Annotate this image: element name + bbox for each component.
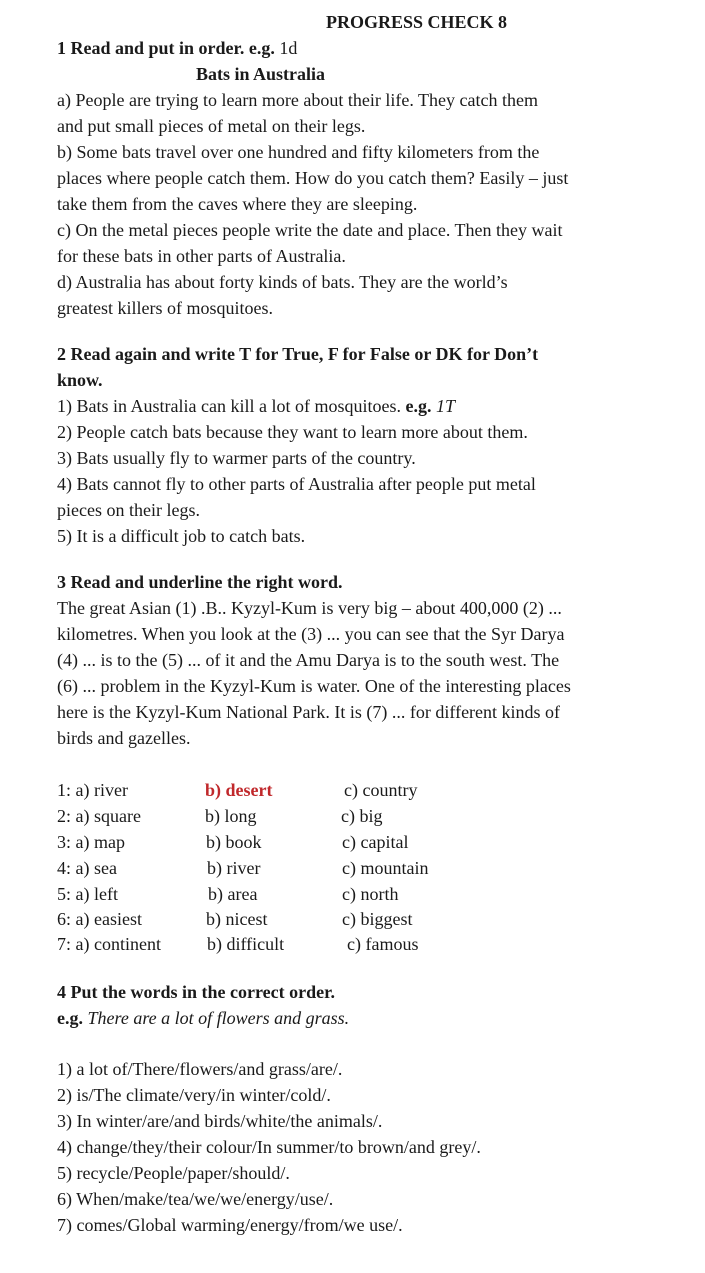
section4-item: 2) is/The climate/very/in winter/cold/.: [57, 1085, 331, 1105]
option-a: 7: a) continent: [57, 934, 161, 954]
option-c: c) big: [341, 806, 383, 826]
option-a: 3: a) map: [57, 832, 125, 852]
section4-item: 1) a lot of/There/flowers/and grass/are/.: [57, 1059, 343, 1079]
option-b: b) long: [205, 806, 257, 826]
option-c: c) famous: [347, 934, 419, 954]
section2-item: 3) Bats usually fly to warmer parts of the country.: [57, 448, 416, 468]
section1-line: a) People are trying to learn more about their life. They catch them: [57, 90, 538, 110]
section2-item: 5) It is a difficult job to catch bats.: [57, 526, 306, 546]
section2-item: 2) People catch bats because they want to learn more about them.: [57, 422, 528, 442]
section4-item: 5) recycle/People/paper/should/.: [57, 1163, 290, 1183]
option-c: c) country: [344, 780, 418, 800]
option-a: 1: a) river: [57, 780, 128, 800]
section4-example-text: There are a lot of flowers and grass.: [83, 1008, 350, 1028]
section1-line: for these bats in other parts of Australia.: [57, 246, 346, 266]
section1-heading: [57, 37, 297, 59]
section1-line: c) On the metal pieces people write the date and place. Then they wait: [57, 220, 563, 240]
option-b: b) book: [206, 832, 262, 852]
option-a: 2: a) square: [57, 806, 141, 826]
section4-example: [57, 1007, 349, 1029]
section2-item1-answer: 1T: [431, 396, 455, 416]
section2-item1-text: 1) Bats in Australia can kill a lot of mosquitoes.: [57, 396, 406, 416]
section2-item: pieces on their legs.: [57, 500, 200, 520]
option-b: b) nicest: [206, 909, 268, 929]
section3-text-line: kilometres. When you look at the (3) ... you can see that the Syr Darya: [57, 624, 565, 644]
option-b: b) difficult: [207, 934, 285, 954]
option-c: c) mountain: [342, 858, 429, 878]
section4-item: 4) change/they/their colour/In summer/to brown/and grey/.: [57, 1137, 481, 1157]
section1-line: places where people catch them. How do you catch them? Easily – just: [57, 168, 569, 188]
option-c: c) north: [342, 884, 399, 904]
section1-line: b) Some bats travel over one hundred and fifty kilometers from the: [57, 142, 540, 162]
section4-item: 3) In winter/are/and birds/white/the animals/.: [57, 1111, 383, 1131]
section1-example: 1d: [274, 38, 298, 58]
section3-text-line: (6) ... problem in the Kyzyl-Kum is water. One of the interesting places: [57, 676, 571, 696]
section1-line: take them from the caves where they are sleeping.: [57, 194, 418, 214]
section1-line: and put small pieces of metal on their legs.: [57, 116, 366, 136]
section3-text-line: The great Asian (1) .B.. Kyzyl-Kum is very big – about 400,000 (2) ...: [57, 598, 562, 618]
option-a: 5: a) left: [57, 884, 118, 904]
section2-item: [57, 395, 455, 417]
option-c: c) capital: [342, 832, 409, 852]
section1-heading-text: 1 Read and put in order. e.g.: [57, 38, 275, 58]
option-a: 6: a) easiest: [57, 909, 142, 929]
section4-example-label: e.g.: [57, 1008, 83, 1028]
option-c: c) biggest: [342, 909, 413, 929]
page-title: PROGRESS CHECK 8: [326, 12, 508, 32]
section4-item: 6) When/make/tea/we/we/energy/use/.: [57, 1189, 334, 1209]
section3-text-line: birds and gazelles.: [57, 728, 191, 748]
option-b: b) area: [208, 884, 258, 904]
option-b: b) river: [207, 858, 261, 878]
section2-item: 4) Bats cannot fly to other parts of Australia after people put metal: [57, 474, 536, 494]
section4-heading: 4 Put the words in the correct order.: [57, 982, 335, 1002]
section2-heading-cont: know.: [57, 370, 103, 390]
section2-item1-eg: e.g.: [405, 396, 432, 416]
option-a: 4: a) sea: [57, 858, 117, 878]
section3-text-line: here is the Kyzyl-Kum National Park. It is (7) ... for different kinds of: [57, 702, 561, 722]
section1-line: greatest killers of mosquitoes.: [57, 298, 273, 318]
section1-line: d) Australia has about forty kinds of bats. They are the world’s: [57, 272, 508, 292]
option-b-selected: b) desert: [205, 780, 273, 800]
section3-text-line: (4) ... is to the (5) ... of it and the Amu Darya is to the south west. The: [57, 650, 560, 670]
section3-heading: 3 Read and underline the right word.: [57, 572, 343, 592]
section2-heading: 2 Read again and write T for True, F for False or DK for Don’t: [57, 344, 539, 364]
section1-subtitle: Bats in Australia: [196, 64, 326, 84]
section4-item: 7) comes/Global warming/energy/from/we use/.: [57, 1215, 403, 1235]
